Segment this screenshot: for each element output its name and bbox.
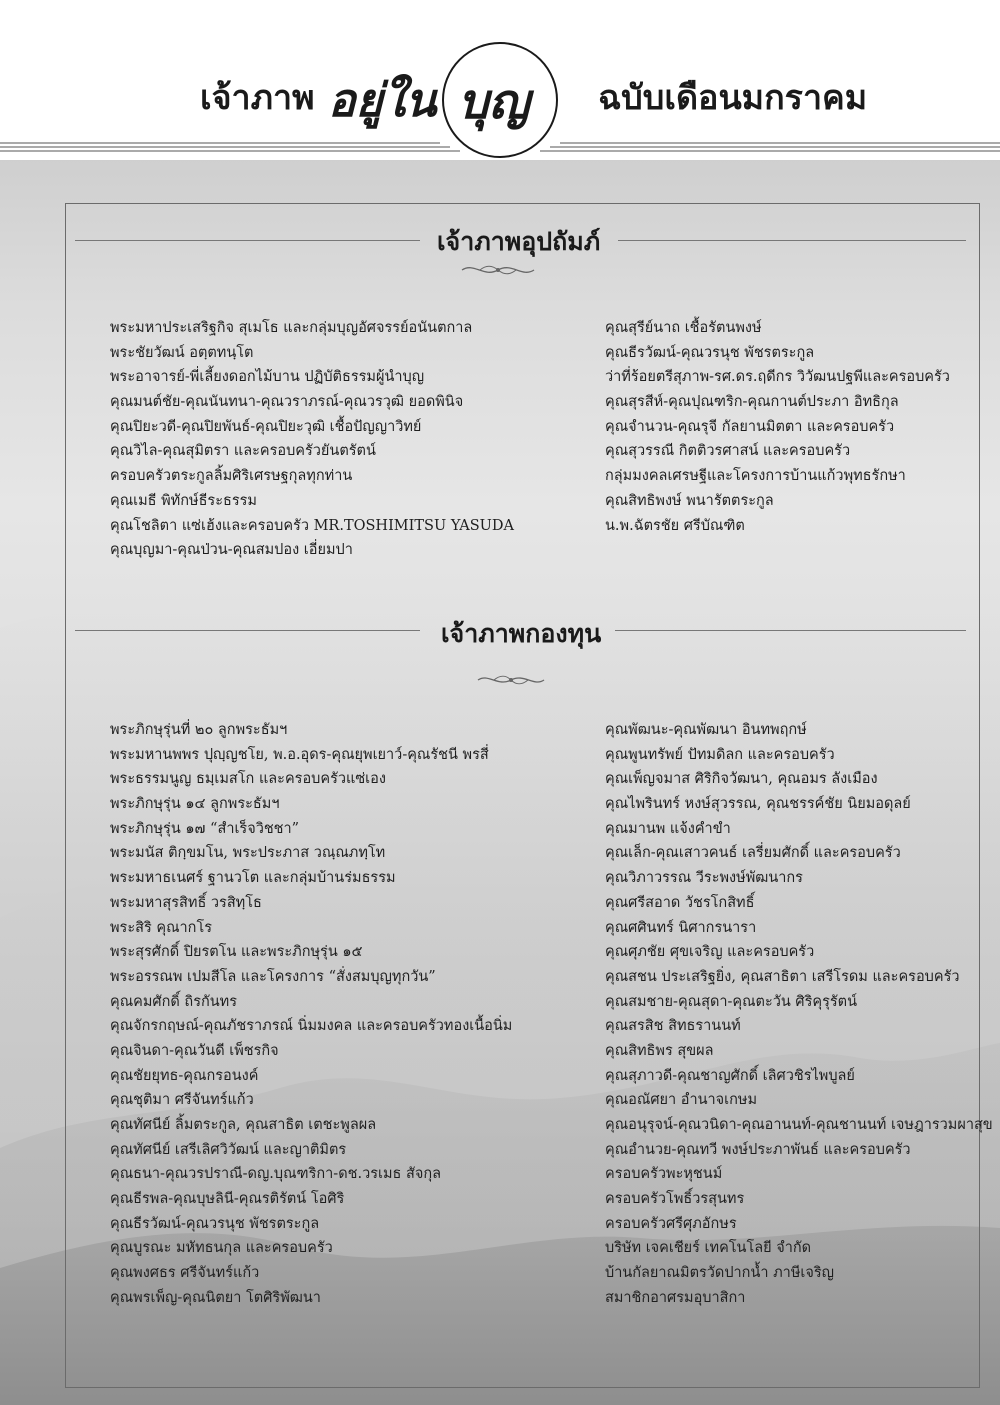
svg-text:อยู่ใน: อยู่ใน <box>328 73 437 127</box>
list-item: คุณสชน ประเสริฐยิ่ง, คุณสาธิตา เสรีโรดม และครอบครัว <box>605 968 960 985</box>
list-item: พระสิริ คุณากโร <box>110 919 213 936</box>
list-item: คุณโชลิตา แซ่เฮ้งและครอบครัว MR.TOSHIMITSU YASUDA <box>110 517 514 534</box>
list-item: คุณบุญมา-คุณป่วน-คุณสมปอง เอี่ยมปา <box>110 542 353 559</box>
list-item: คุณสุรสีห์-คุณปุณฑริก-คุณกานต์ประภา อิทธิกุล <box>605 394 899 411</box>
header-rule-lines <box>0 138 1000 158</box>
list-item: พระมหานพพร ปุญฺญชโย, พ.อ.อุดร-คุณยุพเยาว์-คุณรัชนี พรสี่ <box>110 746 489 763</box>
list-item: คุณชัยยุทธ-คุณกรอนงค์ <box>110 1067 259 1084</box>
list-item: คุณสุภาวดี-คุณชาญศักดิ์ เลิศวชิรไพบูลย์ <box>605 1067 855 1084</box>
header-left-text: เจ้าภาพ <box>200 78 315 118</box>
section-rule-left <box>75 630 420 631</box>
list-item: คุณสุวรรณี กิตติวรศาสน์ และครอบครัว <box>605 443 851 460</box>
list-item: พระมนัส ติกฺขมโน, พระประภาส วณฺณภทฺโท <box>110 845 386 862</box>
list-item: คุณไพรินทร์ หงษ์สุวรรณ, คุณชรรค์ชัย นิยมอดุลย์ <box>605 796 911 813</box>
list-item: ครอบครัวศรีศุภอักษร <box>605 1215 737 1232</box>
list-item: พระมหาสุรสิทธิ์ วรสิทฺโธ <box>110 894 262 911</box>
header-right-text: ฉบับเดือนมกราคม <box>598 78 868 118</box>
list-item: คุณสรสิช สิทธรานนท์ <box>605 1018 741 1035</box>
list-item: คุณมนต์ชัย-คุณนันทนา-คุณวราภรณ์-คุณวรวุฒิ ยอดพินิจ <box>110 394 464 411</box>
list-item: พระมหาธเนศร์ ฐานวโต และกลุ่มบ้านร่มธรรม <box>110 870 396 887</box>
list-item: กลุ่มมงคลเศรษฐีและโครงการบ้านแก้วพุทธรักษา <box>605 468 906 485</box>
list-item: คุณพูนทรัพย์ ปัทมดิลก และครอบครัว <box>605 746 835 763</box>
list-item: คุณจำนวน-คุณรุจี กัลยานมิตตา และครอบครัว <box>605 418 895 435</box>
list-item: พระภิกษุรุ่น ๑๗ “สำเร็จวิชชา” <box>110 820 300 837</box>
section-rule-left <box>75 240 420 241</box>
list-item: คุณศรีสอาด วัชรโกสิทธิ์ <box>605 894 755 911</box>
list-item: คุณพงศธร ศรีจันทร์แก้ว <box>110 1265 260 1282</box>
list-item: คุณสมชาย-คุณสุดา-คุณตะวัน ศิริคุรุรัตน์ <box>605 993 858 1010</box>
list-item: คุณสิทธิพร สุขผล <box>605 1042 714 1059</box>
list-item: คุณศุภชัย ศุขเจริญ และครอบครัว <box>605 944 815 961</box>
list-item: บริษัท เจคเชียร์ เทคโนโลยี จำกัด <box>605 1240 812 1257</box>
list-item: คุณอณัศยา อำนาจเกษม <box>605 1092 758 1109</box>
list-item: ว่าที่ร้อยตรีสุภาพ-รศ.ดร.ฤดีกร วิวัฒนปฐพีและครอบครัว <box>605 369 950 386</box>
list-item: คุณปิยะวดี-คุณปิยพันธ์-คุณปิยะวุฒิ เชื้อปัญญาวิทย์ <box>110 418 422 435</box>
list-item: คุณศศินทร์ นิศากรนารา <box>605 919 757 936</box>
list-item: พระธรรมนูญ ธมฺเมสโก และครอบครัวแซ่เอง <box>110 771 386 788</box>
list-item: คุณบูรณะ มหัทธนกุล และครอบครัว <box>110 1240 333 1257</box>
page-header <box>0 0 1000 160</box>
list-item: คุณสิทธิพงษ์ พนารัตตระกูล <box>605 492 774 509</box>
list-item: บ้านกัลยาณมิตรวัดปากน้ำ ภาษีเจริญ <box>605 1265 834 1282</box>
sponsors-left-column <box>110 316 514 563</box>
list-item: พระภิกษุรุ่นที่ ๒๐ ลูกพระธัมฯ <box>110 722 288 738</box>
list-item: คุณทัศนีย์ ลิ้มตระกูล, คุณสาธิต เตชะพูลผล <box>110 1117 377 1133</box>
list-item: พระสุรศักดิ์ ปิยรตโน และพระภิกษุรุ่น ๑๕ <box>110 944 363 961</box>
list-item: ครอบครัวตระกูลลิ้มศิริเศรษฐกุลทุกท่าน <box>110 468 353 485</box>
list-item: ครอบครัวโพธิ์วรสุนทร <box>605 1191 745 1208</box>
list-item: พระชัยวัฒน์ อตฺตทนฺโต <box>110 344 254 361</box>
list-item: คุณอำนวย-คุณทวี พงษ์ประภาพันธ์ และครอบครัว <box>605 1141 911 1158</box>
section-title-sponsors: เจ้าภาพอุปถัมภ์ <box>437 227 601 256</box>
list-item: คุณวิไล-คุณสุมิตรา และครอบครัวยันตรัตน์ <box>110 443 376 460</box>
section-rule-right <box>618 240 966 241</box>
list-item: น.พ.ฉัตรชัย ศรีบัณฑิต <box>605 517 745 534</box>
flourish-ornament-icon <box>460 262 536 278</box>
list-item: คุณธีรวัฒน์-คุณวรนุช พัชรตระกูล <box>110 1215 320 1232</box>
list-item: คุณพัฒนะ-คุณพัฒนา อินทพฤกษ์ <box>605 722 807 738</box>
list-item: คุณทัศนีย์ เสรีเลิศวิวัฒน์ และญาติมิตร <box>110 1141 347 1158</box>
list-item: คุณคมศักดิ์ ถิรกันทร <box>110 993 238 1010</box>
list-item: คุณอนุรุจน์-คุณวนิดา-คุณอานนท์-คุณชานนท์ เจษฎารวมผาสุข <box>605 1117 993 1133</box>
section-title-fund-sponsors: เจ้าภาพกองทุน <box>441 619 602 648</box>
sponsors-right-column <box>605 316 950 538</box>
section-rule-right <box>615 630 966 631</box>
list-item: ครอบครัวพะหุชนม์ <box>605 1166 723 1183</box>
list-item: คุณธีรวัฒน์-คุณวรนุช พัชรตระกูล <box>605 344 815 361</box>
list-item: คุณเมธี พิทักษ์ธีระธรรม <box>110 492 257 509</box>
svg-text:บุญ: บุญ <box>458 74 530 130</box>
list-item: คุณธนา-คุณวรปราณี-ดญ.บุณฑริกา-ดช.วรเมธ สัจกุล <box>110 1166 441 1183</box>
list-item: พระมหาประเสริฐกิจ สุเมโธ และกลุ่มบุญอัศจรรย์อนันตกาล <box>110 320 473 336</box>
list-item: คุณธีรพล-คุณบุษลินี-คุณรติรัตน์ โอศิริ <box>110 1191 345 1208</box>
fund-left-column <box>110 718 512 1311</box>
list-item: คุณสุรีย์นาถ เชื้อรัตนพงษ์ <box>605 320 762 336</box>
list-item: คุณเพ็ญจมาส ศิริกิจวัฒนา, คุณอมร ลังเมือง <box>605 771 878 788</box>
list-item: คุณมานพ แจ้งคำขำ <box>605 820 731 837</box>
list-item: คุณพรเพ็ญ-คุณนิตยา โตศิริพัฒนา <box>110 1289 321 1306</box>
list-item: คุณวิภาวรรณ วีระพงษ์พัฒนากร <box>605 870 803 887</box>
list-item: คุณชุติมา ศรีจันทร์แก้ว <box>110 1092 254 1109</box>
list-item: พระอรรณพ เปมสีโล และโครงการ “สั่งสมบุญทุกวัน” <box>110 968 436 985</box>
list-item: คุณเล็ก-คุณเสาวคนธ์ เลรี่ยมศักดิ์ และครอบครัว <box>605 845 901 862</box>
list-item: สมาชิกอาศรมอุบาสิกา <box>605 1289 746 1306</box>
flourish-ornament-icon <box>476 672 546 688</box>
list-item: คุณจักรกฤษณ์-คุณภัชราภรณ์ นิ่มมงคล และครอบครัวทองเนื้อนิ่ม <box>110 1018 513 1035</box>
fund-right-column <box>605 718 993 1311</box>
list-item: พระภิกษุรุ่น ๑๔ ลูกพระธัมฯ <box>110 796 280 813</box>
list-item: พระอาจารย์-พี่เลี้ยงดอกไม้บาน ปฏิบัติธรรมผู้นำบุญ <box>110 369 425 386</box>
list-item: คุณจินดา-คุณวันดี เพ็ชรกิจ <box>110 1042 279 1059</box>
